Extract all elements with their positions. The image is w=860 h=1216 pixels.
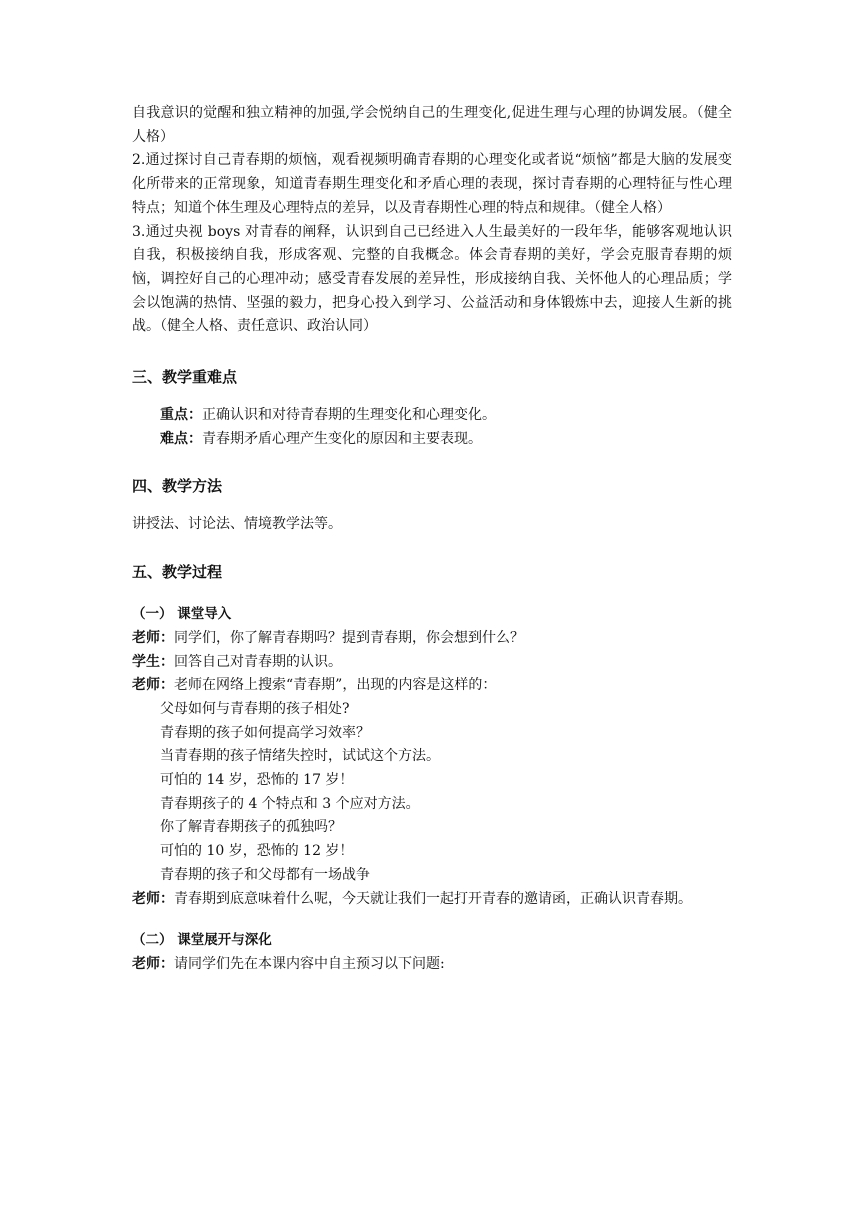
dialogue-line xyxy=(132,674,732,698)
speaker-label: 老师： xyxy=(132,629,174,646)
section-heading-key-points: 三、教学重难点 xyxy=(132,368,238,387)
dialogue-line xyxy=(132,627,732,651)
objective-paragraph-1: 自我意识的觉醒和独立精神的加强,学会悦纳自己的生理变化,促进生理与心理的协调发展。（健全人格） xyxy=(132,105,732,145)
speaker-label: 老师： xyxy=(132,677,174,694)
dialogue-text: 请同学们先在本课内容中自主预习以下问题: xyxy=(174,955,445,972)
search-result-item: 可怕的 14 岁，恐怖的 17 岁！ xyxy=(160,772,354,789)
dialogue-text: 回答自己对青春期的认识。 xyxy=(174,653,342,670)
dialogue-line xyxy=(132,888,732,912)
speaker-label: 学生： xyxy=(132,653,174,670)
subsection-heading-development: （二） 课堂展开与深化 xyxy=(132,932,272,949)
document-page xyxy=(132,102,732,977)
section-heading-methods: 四、教学方法 xyxy=(132,477,223,496)
methods-text: 讲授法、讨论法、情境教学法等。 xyxy=(132,516,342,533)
objective-paragraph-3: 3.通过央视 boys 对青春的阐释，认识到自己已经进入人生最美好的一段年华，能够客观地认识自我，积极接纳自我，形成客观、完整的自我概念。体会青春期的美好，学会克服青春期的烦恼，调控好自己的心理冲动；感受青春发展的差异性，形成接纳自我、关怀他人的心理品质；学会以饱满的热情、坚强的毅力，把身心投入到学习、公益活动和身体锻炼中去，迎接人生新的挑战。（健全人格、责任意识、政治认同） xyxy=(132,223,732,335)
key-point-line xyxy=(132,404,732,428)
objective-paragraph-2: 2.通过探讨自己青春期的烦恼，观看视频明确青春期的心理变化或者说“烦恼”都是大脑的发展变化所带来的正常现象，知道青春期生理变化和矛盾心理的表现，探讨青春期的心理特征与性心理特点；知道个体生理及心理特点的差异，以及青春期性心理的特点和规律。（健全人格） xyxy=(132,152,732,216)
difficult-point-text: 青春期矛盾心理产生变化的原因和主要表现。 xyxy=(202,430,482,447)
search-result-item: 青春期的孩子如何提高学习效率？ xyxy=(160,724,370,741)
search-result-item: 你了解青春期孩子的孤独吗？ xyxy=(160,819,342,836)
search-result-item: 父母如何与青春期的孩子相处? xyxy=(160,700,350,717)
difficult-point-label: 难点： xyxy=(160,430,202,447)
dialogue-line xyxy=(132,953,732,977)
dialogue-text: 老师在网络上搜索“青春期”，出现的内容是这样的： xyxy=(174,677,497,694)
key-point-label: 重点： xyxy=(160,407,202,424)
speaker-label: 老师： xyxy=(132,890,174,907)
difficult-point-line xyxy=(132,428,732,452)
dialogue-line xyxy=(132,651,732,675)
dialogue-text: 同学们，你了解青春期吗？提到青春期，你会想到什么？ xyxy=(174,629,524,646)
dialogue-text: 青春期到底意味着什么呢，今天就让我们一起打开青春的邀请函，正确认识青春期。 xyxy=(174,890,692,907)
search-result-item: 青春期孩子的 4 个特点和 3 个应对方法。 xyxy=(160,795,420,812)
section-heading-process: 五、教学过程 xyxy=(132,563,223,582)
search-result-item: 可怕的 10 岁，恐怖的 12 岁！ xyxy=(160,843,354,860)
subsection-heading-intro: （一） 课堂导入 xyxy=(132,606,232,623)
speaker-label: 老师： xyxy=(132,955,174,972)
search-result-item: 青春期的孩子和父母都有一场战争 xyxy=(160,866,370,883)
key-point-text: 正确认识和对待青春期的生理变化和心理变化。 xyxy=(202,407,496,424)
search-result-item: 当青春期的孩子情绪失控时，试试这个方法。 xyxy=(160,748,440,765)
